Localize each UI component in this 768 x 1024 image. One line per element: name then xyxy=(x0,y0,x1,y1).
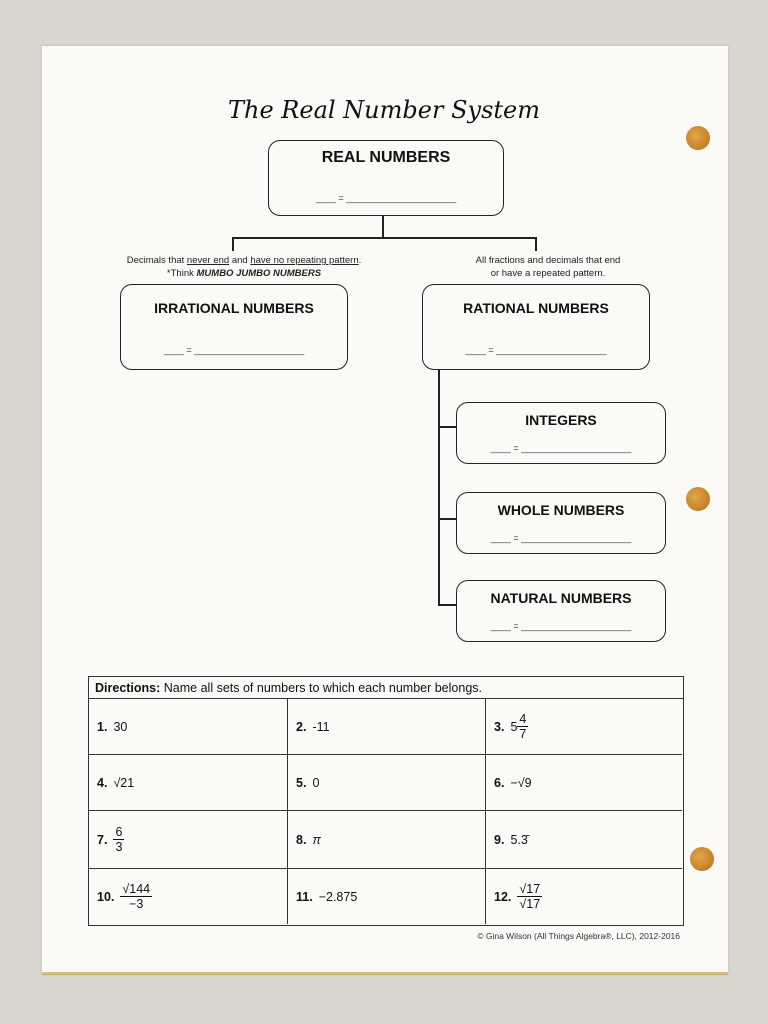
real-numbers-label: REAL NUMBERS xyxy=(321,149,451,166)
irrational-numbers-box xyxy=(120,284,348,370)
irrational-numbers-blank: ____ = ______________________ xyxy=(163,345,305,355)
problem-cell xyxy=(486,811,682,869)
problem-number: 6. xyxy=(494,775,505,790)
problem-number: 9. xyxy=(494,832,505,847)
numerator: √144 xyxy=(122,882,151,896)
denominator: 7 xyxy=(519,727,527,741)
natural-numbers-label: NATURAL NUMBERS xyxy=(490,590,632,606)
problem-value: -11 xyxy=(312,719,330,734)
whole-numbers-box xyxy=(456,492,666,554)
irrational-numbers-label: IRRATIONAL NUMBERS xyxy=(154,300,314,316)
numerator: 6 xyxy=(115,825,123,839)
note-text: Decimals that xyxy=(126,255,187,266)
problem-cell xyxy=(486,699,682,755)
note-line: All fractions and decimals that end xyxy=(475,255,621,266)
rational-numbers-box xyxy=(422,284,650,370)
paper-edge xyxy=(42,972,728,975)
natural-numbers-blank: ____ = ______________________ xyxy=(490,621,632,631)
problem-value: 30 xyxy=(113,719,128,734)
problem-number: 3. xyxy=(494,719,505,734)
problem-value: −2.875 xyxy=(318,889,358,904)
problem-cell xyxy=(89,755,288,811)
problem-number: 8. xyxy=(296,832,307,847)
problem-number: 5. xyxy=(296,775,307,790)
problem-number: 4. xyxy=(97,775,108,790)
connector-line xyxy=(232,237,536,239)
problem-number: 1. xyxy=(97,719,108,734)
problem-cell xyxy=(89,699,288,755)
note-underline: never end xyxy=(186,255,230,266)
integers-blank: ____ = ______________________ xyxy=(490,443,632,453)
problem-value: √21 xyxy=(113,775,135,790)
problem-value: −√9 xyxy=(510,775,532,790)
numerator: √17 xyxy=(519,882,541,896)
connector-line xyxy=(438,369,440,605)
problem-number: 11. xyxy=(296,889,313,904)
note-text: . *Think xyxy=(166,255,362,279)
connector-line xyxy=(438,426,458,428)
denominator: √17 xyxy=(519,897,541,911)
denominator: 3 xyxy=(115,840,123,854)
whole-numbers-label: WHOLE NUMBERS xyxy=(497,502,625,518)
problem-cell xyxy=(89,869,288,924)
problem-cell xyxy=(486,755,682,811)
problem-cell xyxy=(89,811,288,869)
rational-numbers-blank: ____ = ______________________ xyxy=(465,345,607,355)
connector-line xyxy=(382,215,384,237)
note-emphasis: MUMBO JUMBO NUMBERS xyxy=(196,268,322,279)
fraction xyxy=(120,882,152,911)
fraction xyxy=(113,825,124,854)
note-text: and xyxy=(229,255,251,266)
note-underline: have no repeating pattern xyxy=(250,255,359,266)
integers-label: INTEGERS xyxy=(525,412,597,428)
problem-cell xyxy=(288,755,486,811)
problem-value: 0 xyxy=(312,775,320,790)
integers-box xyxy=(456,402,666,464)
real-numbers-box xyxy=(268,140,504,216)
irrational-description xyxy=(118,254,370,280)
copyright-notice: © Gina Wilson (All Things Algebra®, LLC), 2012-2016 xyxy=(477,931,680,941)
problem-value: π xyxy=(312,832,321,847)
rational-numbers-label: RATIONAL NUMBERS xyxy=(463,300,609,316)
connector-line xyxy=(232,237,234,251)
numerator: 4 xyxy=(519,712,527,726)
mixed-whole: 5 xyxy=(510,719,518,734)
problem-number: 12. xyxy=(494,889,512,904)
fraction xyxy=(517,712,528,741)
binder-hole xyxy=(690,847,714,871)
note-line: or have a repeated pattern. xyxy=(490,268,606,279)
connector-line xyxy=(535,237,537,251)
whole-numbers-blank: ____ = ______________________ xyxy=(490,533,632,543)
problem-number: 2. xyxy=(296,719,307,734)
binder-hole xyxy=(686,487,710,511)
problem-cell xyxy=(288,869,486,924)
problem-cell xyxy=(288,699,486,755)
page-title: The Real Number System xyxy=(228,96,540,124)
problem-cell xyxy=(486,869,682,924)
natural-numbers-box xyxy=(456,580,666,642)
problem-number: 10. xyxy=(97,889,115,904)
binder-hole xyxy=(686,126,710,150)
problem-cell xyxy=(288,811,486,869)
fraction xyxy=(517,882,542,911)
denominator: −3 xyxy=(129,897,144,911)
rational-description xyxy=(448,254,648,280)
problem-number: 7. xyxy=(97,832,108,847)
real-numbers-blank: ____ = ______________________ xyxy=(315,193,457,203)
connector-line xyxy=(438,604,458,606)
problem-value: 5.3̄ xyxy=(510,832,528,847)
directions-text: Name all sets of numbers to which each number belongs. xyxy=(160,681,482,695)
directions-label: Directions: xyxy=(95,681,161,695)
directions-header xyxy=(89,677,683,699)
connector-line xyxy=(438,518,458,520)
directions-table xyxy=(88,676,684,926)
